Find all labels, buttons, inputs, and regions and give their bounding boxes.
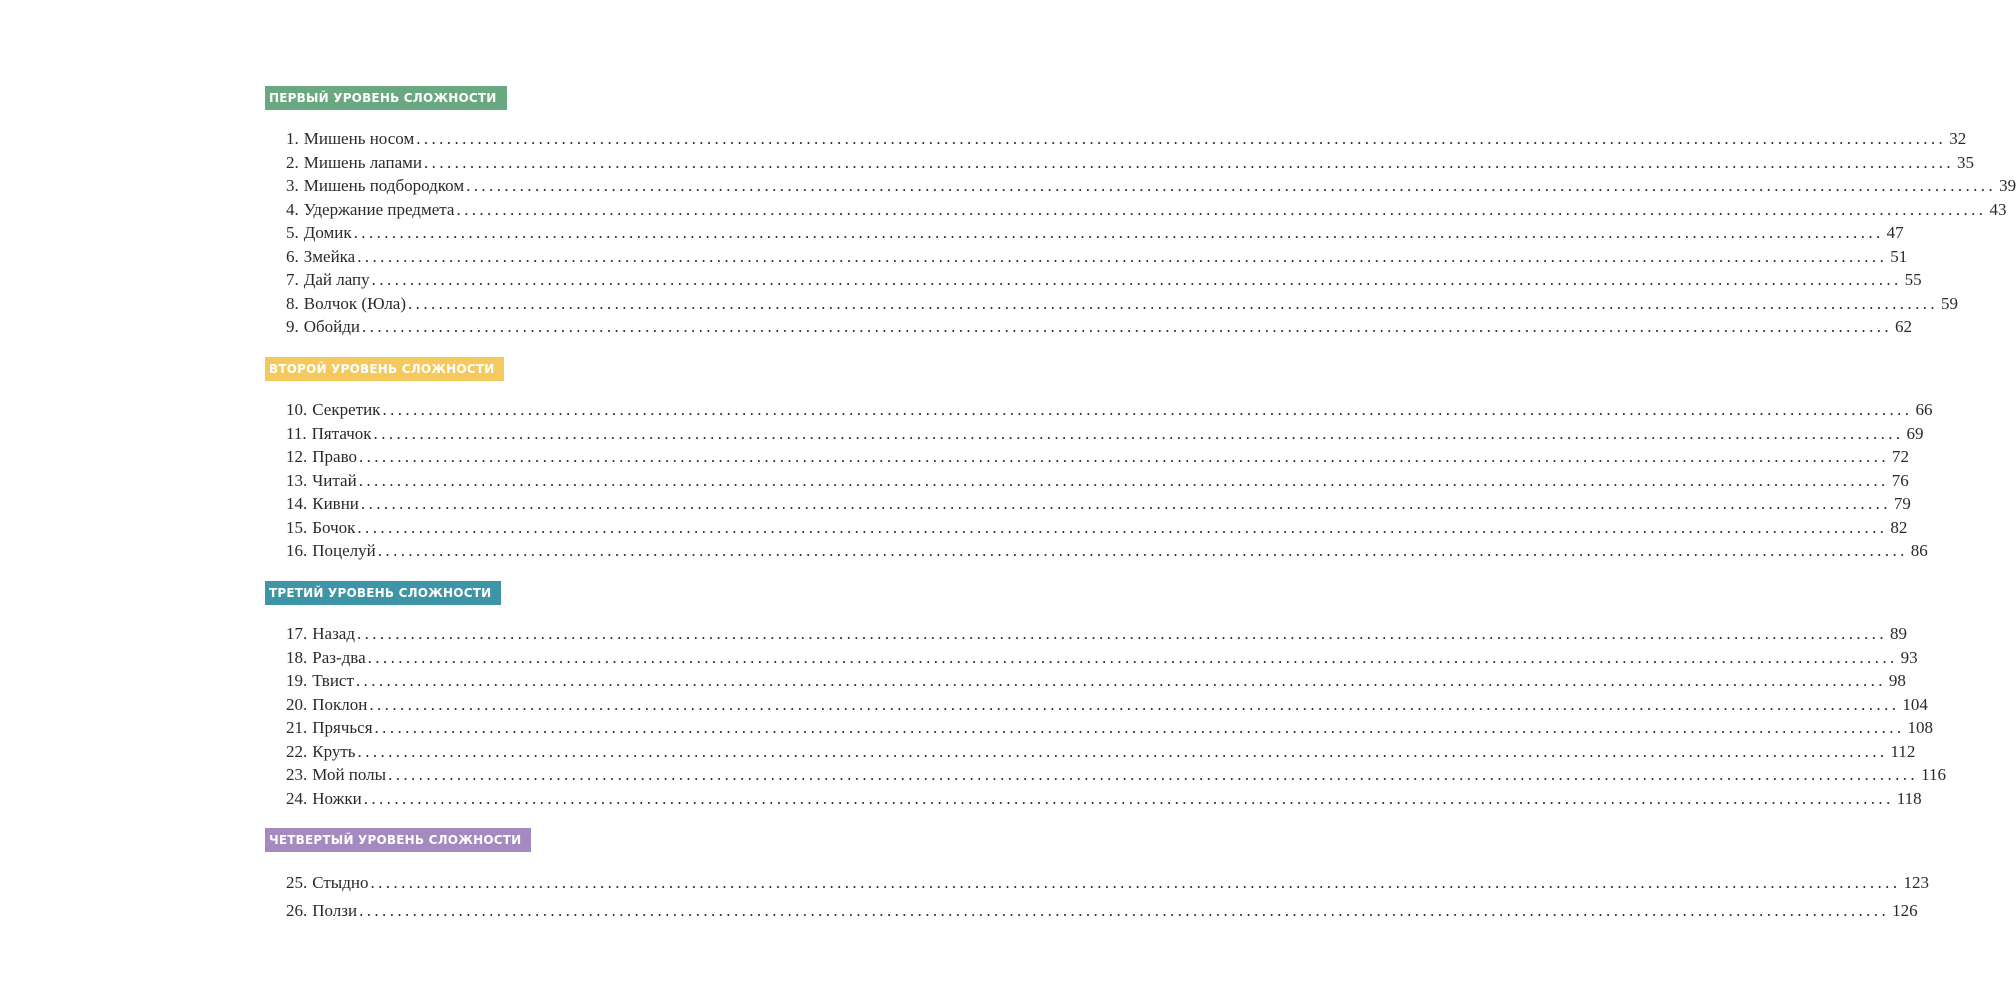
toc-entry[interactable] [286, 788, 1922, 813]
entry-number: 2. [286, 152, 299, 172]
section-label-level-2: ВТОРОЙ УРОВЕНЬ СЛОЖНОСТИ [265, 357, 504, 381]
entry-page: 47 [1886, 223, 1904, 242]
entry-title: Пятачок [311, 423, 372, 443]
entry-number: 24. [286, 788, 308, 808]
entry-page: 35 [1957, 152, 1975, 172]
entry-number: 23. [286, 765, 308, 784]
entry-title: Домик [303, 223, 352, 242]
dot-leader: ........................................................................................................................................................................................................ [359, 901, 1890, 920]
entry-page: 76 [1891, 470, 1909, 490]
toc-section-level-4 [265, 828, 1929, 925]
entry-number: 18. [286, 647, 308, 667]
entry-page: 43 [1989, 199, 2007, 219]
entry-page: 123 [1903, 873, 1929, 892]
dot-leader: ........................................................................................................................................................................................................ [373, 423, 1904, 443]
entry-number: 6. [286, 246, 299, 266]
section-label-level-3: ТРЕТИЙ УРОВЕНЬ СЛОЖНОСТИ [265, 581, 501, 605]
entry-title: Мишень подбородком [303, 176, 465, 195]
entry-page: 32 [1949, 129, 1967, 148]
toc-entry[interactable] [286, 400, 1933, 424]
toc-entry[interactable] [286, 718, 1934, 742]
toc-entries-level-4 [265, 873, 1929, 925]
dot-leader: ........................................................................................................................................................................................................ [424, 152, 1955, 172]
entry-page: 104 [1902, 694, 1928, 714]
entry-title: Бочок [312, 517, 356, 537]
entry-page: 39 [1999, 176, 2016, 195]
entry-page: 112 [1890, 741, 1916, 761]
entry-page: 86 [1910, 541, 1928, 560]
toc-section-level-3 [265, 581, 1946, 812]
entry-number: 5. [286, 223, 299, 242]
entry-number: 21. [286, 718, 308, 737]
dot-leader: ........................................................................................................................................................................................................ [416, 129, 1947, 148]
toc-entry[interactable] [286, 223, 1904, 247]
entry-page: 89 [1889, 624, 1907, 643]
entry-title: Удержание предмета [303, 199, 455, 219]
dot-leader: ........................................................................................................................................................................................................ [456, 199, 1987, 219]
entry-title: Змейка [303, 246, 356, 266]
entry-page: 108 [1907, 718, 1934, 737]
entry-title: Твист [312, 671, 354, 690]
entry-number: 20. [286, 694, 308, 714]
dot-leader: ........................................................................................................................................................................................................ [356, 624, 1887, 643]
toc-entry[interactable] [286, 129, 1967, 153]
entry-title: Прячься [312, 718, 373, 737]
entry-page: 82 [1890, 517, 1908, 537]
entry-page: 62 [1895, 317, 1913, 336]
dot-leader: ........................................................................................................................................................................................................ [357, 517, 1888, 537]
entry-number: 26. [286, 901, 308, 920]
entry-title: Право [312, 447, 357, 466]
entry-title: Раз-два [312, 647, 366, 667]
toc-entry[interactable] [286, 647, 1918, 672]
entry-title: Поклон [312, 694, 368, 714]
dot-leader: ........................................................................................................................................................................................................ [371, 270, 1902, 289]
toc-entry[interactable] [286, 423, 1924, 448]
dot-leader: ........................................................................................................................................................................................................ [363, 788, 1894, 808]
toc-entry[interactable] [286, 293, 1959, 318]
toc-entry[interactable] [286, 671, 1906, 695]
dot-leader: ........................................................................................................................................................................................................ [357, 741, 1888, 761]
dot-leader: ........................................................................................................................................................................................................ [367, 647, 1898, 667]
toc-entry[interactable] [286, 694, 1928, 719]
dot-leader: ........................................................................................................................................................................................................ [466, 176, 1997, 195]
dot-leader: ........................................................................................................................................................................................................ [374, 718, 1905, 737]
dot-leader: ........................................................................................................................................................................................................ [360, 494, 1891, 513]
entry-number: 11. [286, 423, 307, 443]
entry-title: Назад [312, 624, 355, 643]
dot-leader: ........................................................................................................................................................................................................ [377, 541, 1908, 560]
entry-number: 12. [286, 447, 308, 466]
entry-title: Мой полы [312, 765, 387, 784]
entry-page: 55 [1904, 270, 1922, 289]
entry-number: 25. [286, 873, 308, 892]
dot-leader: ........................................................................................................................................................................................................ [358, 470, 1889, 490]
entry-page: 72 [1891, 447, 1909, 466]
entry-number: 17. [286, 624, 308, 643]
entry-number: 7. [286, 270, 299, 289]
toc-entry[interactable] [286, 541, 1928, 565]
toc-entries-level-1 [265, 129, 2016, 341]
entry-title: Кивни [312, 494, 359, 513]
entry-title: Ползи [312, 901, 358, 920]
toc-entry[interactable] [286, 741, 1916, 766]
entry-number: 9. [286, 317, 299, 336]
toc-entry[interactable] [286, 199, 2007, 224]
entry-number: 4. [286, 199, 299, 219]
toc-entry[interactable] [286, 176, 2016, 200]
section-label-level-1: ПЕРВЫЙ УРОВЕНЬ СЛОЖНОСТИ [265, 86, 507, 110]
entry-number: 3. [286, 176, 299, 195]
entry-number: 8. [286, 293, 299, 313]
dot-leader: ........................................................................................................................................................................................................ [382, 400, 1913, 419]
entry-title: Обойди [303, 317, 361, 336]
entry-page: 116 [1921, 765, 1946, 784]
dot-leader: ........................................................................................................................................................................................................ [408, 293, 1939, 313]
dot-leader: ........................................................................................................................................................................................................ [362, 317, 1893, 336]
toc-entry[interactable] [286, 317, 1913, 341]
entry-title: Мишень лапами [303, 152, 423, 172]
entry-page: 51 [1890, 246, 1908, 266]
toc-entry[interactable] [286, 765, 1946, 789]
dot-leader: ........................................................................................................................................................................................................ [369, 694, 1900, 714]
entry-page: 126 [1892, 901, 1918, 920]
entry-number: 14. [286, 494, 308, 513]
toc-entry[interactable] [286, 152, 1975, 177]
toc-entry[interactable] [286, 270, 1922, 294]
entry-title: Круть [312, 741, 356, 761]
entry-number: 15. [286, 517, 308, 537]
entry-title: Секретик [312, 400, 381, 419]
entry-title: Волчок (Юла) [303, 293, 407, 313]
dot-leader: ........................................................................................................................................................................................................ [358, 447, 1889, 466]
toc-entry[interactable] [286, 624, 1907, 648]
entry-number: 10. [286, 400, 308, 419]
toc-entries-level-2 [265, 400, 1933, 565]
entry-number: 19. [286, 671, 308, 690]
entry-page: 79 [1893, 494, 1911, 513]
entry-number: 16. [286, 541, 308, 560]
toc-entry[interactable] [286, 470, 1909, 495]
toc-entries-level-3 [265, 624, 1946, 812]
entry-title: Дай лапу [303, 270, 370, 289]
dot-leader: ........................................................................................................................................................................................................ [357, 246, 1888, 266]
entry-title: Ножки [312, 788, 362, 808]
toc-section-level-2 [265, 357, 1933, 565]
toc-entry[interactable] [286, 447, 1909, 471]
dot-leader: ........................................................................................................................................................................................................ [388, 765, 1919, 784]
section-label-level-4: ЧЕТВЕРТЫЙ УРОВЕНЬ СЛОЖНОСТИ [265, 828, 531, 852]
toc-entry[interactable] [286, 494, 1911, 518]
entry-title: Поцелуй [312, 541, 376, 560]
entry-number: 13. [286, 470, 308, 490]
entry-page: 118 [1896, 788, 1922, 808]
toc-entry[interactable] [286, 246, 1908, 271]
toc-entry[interactable] [286, 517, 1908, 542]
entry-page: 66 [1915, 400, 1933, 419]
entry-title: Мишень носом [303, 129, 415, 148]
dot-leader: ........................................................................................................................................................................................................ [355, 671, 1886, 690]
entry-page: 93 [1900, 647, 1918, 667]
entry-page: 69 [1906, 423, 1924, 443]
dot-leader: ........................................................................................................................................................................................................ [370, 873, 1901, 892]
toc-entry[interactable] [286, 901, 1918, 925]
entry-page: 59 [1941, 293, 1959, 313]
entry-number: 1. [286, 129, 299, 148]
entry-title: Читай [312, 470, 357, 490]
toc-entry[interactable] [286, 873, 1929, 901]
toc-section-level-1 [265, 86, 2016, 341]
entry-number: 22. [286, 741, 308, 761]
entry-page: 98 [1888, 671, 1906, 690]
dot-leader: ........................................................................................................................................................................................................ [353, 223, 1884, 242]
entry-title: Стыдно [312, 873, 369, 892]
